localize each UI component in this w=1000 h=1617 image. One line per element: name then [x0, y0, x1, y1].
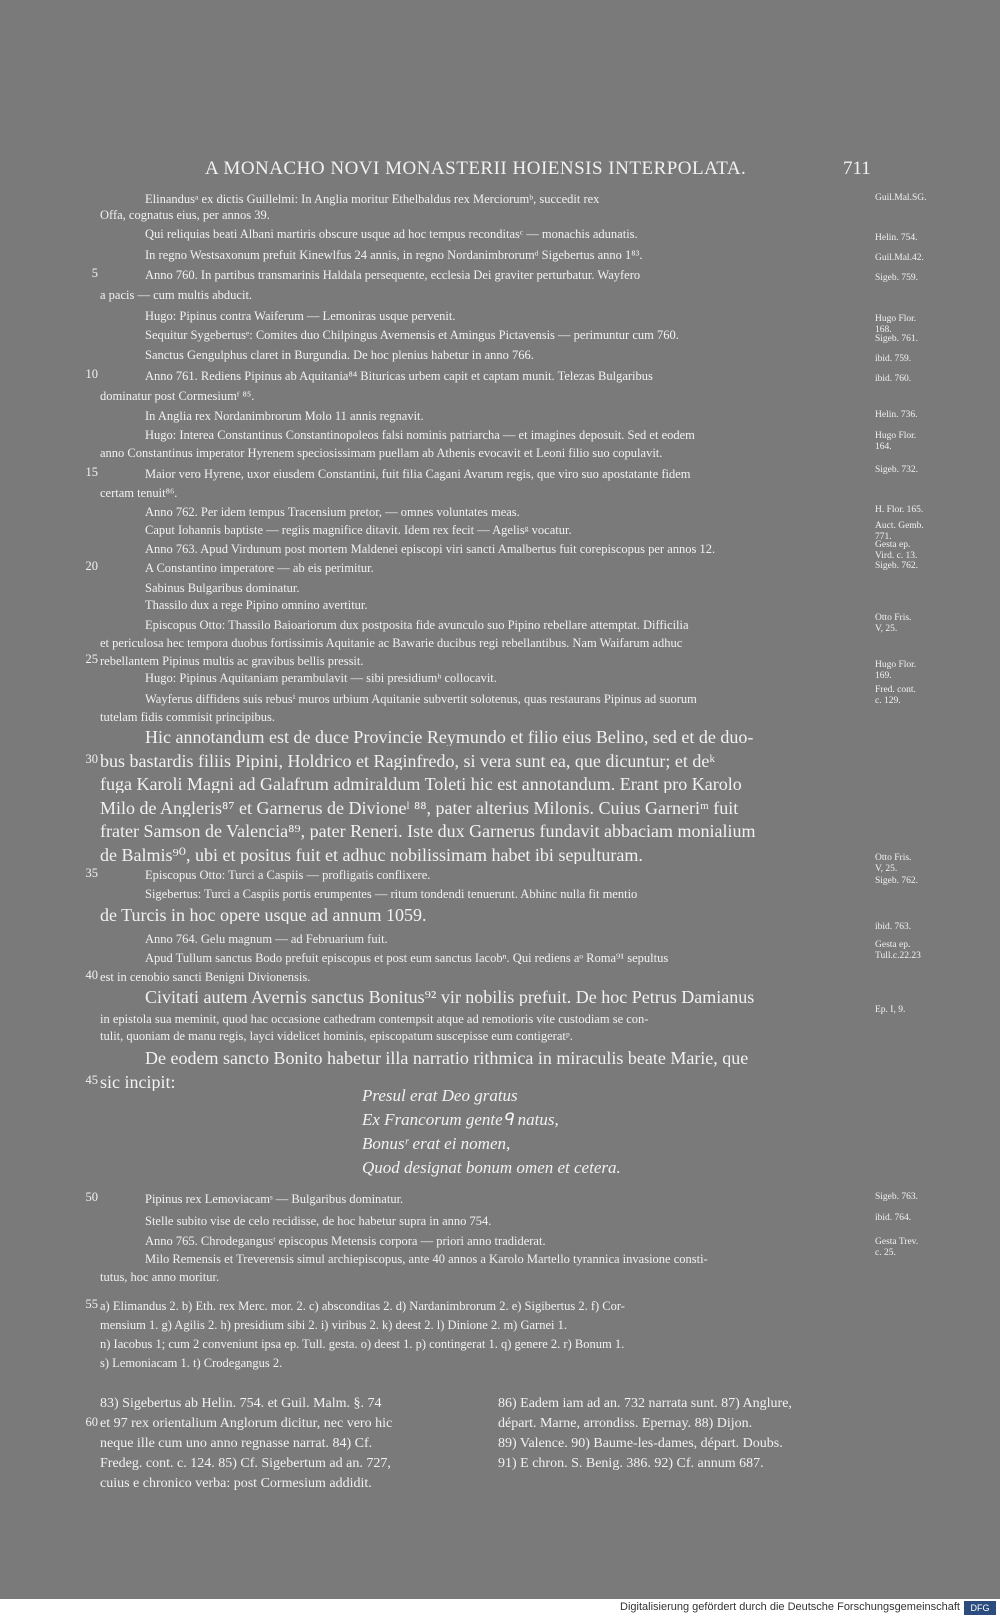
text-line: a pacis — cum multis abducit.	[100, 288, 253, 302]
margin-note: Sigeb. 762.	[875, 876, 919, 886]
line-number: 55	[85, 1297, 98, 1311]
margin-note: Gesta ep. Vird. c. 13.	[875, 540, 918, 561]
text-line: A Constantino imperatore — ab eis perimitur.	[145, 561, 374, 575]
editor-note-left: et 97 rex orientalium Anglorum dicitur, nec vero hic	[100, 1416, 393, 1431]
line-number: 30	[85, 752, 98, 766]
margin-note: Gesta ep. Tull.c.22.23	[875, 940, 921, 961]
line-number: 50	[85, 1190, 98, 1204]
text-line: Episcopus Otto: Thassilo Baioariorum dux postposita fide avunculo suo Pipino rebellare attemptat. Difficilia	[145, 618, 689, 632]
text-line: Milo Remensis et Treverensis simul archiepiscopus, ante 40 annos a Karolo Martello tyrannica invasione consti-	[145, 1252, 708, 1266]
margin-note: Auct. Gemb. 771.	[875, 521, 924, 542]
text-line: In Anglia rex Nordanimbrorum Molo 11 annis regnavit.	[145, 409, 424, 423]
text-line: Qui reliquias beati Albani martiris obscure usque ad hoc tempus reconditasᶜ — monachis adunatis.	[145, 227, 638, 241]
text-line: tulit, quoniam de manu regis, layci videlicet hominis, episcopatum suscepisse eum contigeratᵖ.	[100, 1029, 573, 1043]
margin-note: ibid. 763.	[875, 922, 912, 932]
text-line: Wayferus diffidens suis rebusⁱ muros urbium Aquitanie subvertit solotenus, quas restaurans Pipinus ad suorum	[145, 692, 697, 706]
text-line: Anno 765. Chrodegangusᵗ episcopus Metensis corpora — priori anno tradiderat.	[145, 1234, 546, 1248]
line-number: 15	[85, 465, 98, 479]
margin-note: Sigeb. 761.	[875, 334, 919, 344]
text-line: dominatur post Cormesiumᶠ ⁸⁵.	[100, 389, 255, 403]
text-line: frater Samson de Valencia⁸⁹, pater Reneri. Iste dux Garnerus fundavit abbaciam monialium	[100, 822, 756, 840]
editor-note-left: cuius e chronico verba: post Cormesium addidit.	[100, 1476, 372, 1491]
text-line: in epistola sua meminit, quod hac occasione cathedram contempsit atque ad remotioris vite custodiam se con-	[100, 1012, 649, 1026]
text-line: de Balmis⁹⁰, ubi et positus fuit et adhuc nobilissimam habet ibi sepulturam.	[100, 846, 643, 864]
text-line: bus bastardis filiis Pipini, Holdrico et Raginfredo, si vera sunt ea, que dicuntur; et deᵏ	[100, 752, 716, 770]
text-line: Episcopus Otto: Turci a Caspiis — profligatis conflixere.	[145, 868, 431, 882]
text-line: de Turcis in hoc opere usque ad annum 1059.	[100, 906, 427, 924]
margin-note: Fred. cont. c. 129.	[875, 685, 916, 706]
footnote-line: mensium 1. g) Agilis 2. h) presidium sibi 2. i) viribus 2. k) deest 2. l) Dinione 2. m) Garnei 1.	[100, 1318, 567, 1332]
text-line: Anno 763. Apud Virdunum post mortem Maldenei episcopi viri sancti Amalbertus fuit corepiscopus per annos 12.	[145, 542, 716, 556]
margin-note: Sigeb. 763.	[875, 1192, 919, 1202]
text-line: Caput Iohannis baptiste — regiis magnifice ditavit. Idem rex fecit — Agelisᵍ vocatur.	[145, 523, 572, 537]
footer-text: Digitalisierung gefördert durch die Deutsche Forschungsgemeinschaft	[620, 1601, 960, 1613]
dfg-logo: DFG	[964, 1601, 996, 1615]
editor-note-right: 91) E chron. S. Benig. 386. 92) Cf. annum 687.	[498, 1456, 764, 1471]
text-line: Milo de Angleris⁸⁷ et Garnerus de Divioneˡ ⁸⁸, pater alterius Milonis. Cuius Garneriᵐ fuit	[100, 799, 739, 817]
text-line: fuga Karoli Magni ad Galafrum admiraldum Toleti hic est annotandum. Erant pro Karolo	[100, 775, 742, 793]
margin-note: H. Flor. 165.	[875, 505, 924, 515]
poem-verse: Quod designat bonum omen et cetera.	[362, 1158, 621, 1177]
text-line: sic incipit:	[100, 1073, 176, 1091]
margin-note: Hugo Flor. 164.	[875, 431, 917, 452]
line-number: 35	[85, 866, 98, 880]
text-line: Sigebertus: Turci a Caspiis portis erumpentes — ritum tondendi tenuerunt. Abhinc nulla fit mentio	[145, 887, 638, 901]
margin-note: Otto Fris. V, 25.	[875, 613, 912, 634]
footnote-line: a) Elimandus 2. b) Eth. rex Merc. mor. 2. c) absconditas 2. d) Nardanimbrorum 2. e) Sigibertus 2. f) Cor-	[100, 1299, 625, 1313]
text-line: Thassilo dux a rege Pipino omnino avertitur.	[145, 598, 368, 612]
text-line: Offa, cognatus eius, per annos 39.	[100, 208, 270, 222]
text-line: rebellantem Pipinus multis ac gravibus bellis pressit.	[100, 654, 364, 668]
line-number: 45	[85, 1073, 98, 1087]
margin-note: Helin. 736.	[875, 410, 918, 420]
text-line: certam tenuit⁸⁶.	[100, 486, 178, 500]
editor-note-right: départ. Marne, arrondiss. Epernay. 88) Dijon.	[498, 1416, 753, 1431]
text-line: In regno Westsaxonum prefuit Kinewlfus 24 annis, in regno Nordanimbrorumᵈ Sigebertus anno 1⁸³.	[145, 248, 643, 262]
text-line: Sabinus Bulgaribus dominatur.	[145, 581, 300, 595]
text-line: Pipinus rex Lemoviacamˢ — Bulgaribus dominatur.	[145, 1192, 404, 1206]
line-number: 5	[91, 266, 98, 280]
text-line: Hic annotandum est de duce Provincie Reymundo et filio eius Belino, sed et de duo-	[145, 728, 754, 746]
line-number: 20	[85, 559, 98, 573]
margin-note: Guil.Mal.SG.	[875, 193, 927, 203]
margin-note: Sigeb. 762.	[875, 561, 919, 571]
text-line: Anno 760. In partibus transmarinis Haldala persequente, ecclesia Dei graviter perturbatur. Wayfero	[145, 268, 641, 282]
editor-note-right: 89) Valence. 90) Baume-les-dames, départ. Doubs.	[498, 1436, 783, 1451]
text-line: Hugo: Pipinus contra Waiferum — Lemoniras usque pervenit.	[145, 309, 456, 323]
text-line: Stelle subito vise de celo recidisse, de hoc habetur supra in anno 754.	[145, 1214, 492, 1228]
margin-note: Sigeb. 759.	[875, 273, 919, 283]
running-header: A MONACHO NOVI MONASTERII HOIENSIS INTERPOLATA.	[205, 158, 747, 179]
text-line: et periculosa hec tempora duobus fortissimis Aquitanie ac Bawarie ducibus regi rebellantibus. Nam Waifarum adhuc	[100, 636, 683, 650]
editor-note-left: 83) Sigebertus ab Helin. 754. et Guil. Malm. §. 74	[100, 1396, 382, 1411]
margin-note: Hugo Flor. 169.	[875, 660, 917, 681]
poem-verse: Bonusʳ erat ei nomen,	[362, 1134, 511, 1153]
text-line: Maior vero Hyrene, uxor eiusdem Constantini, fuit filia Cagani Avarum regis, que viro suo apostatante fidem	[145, 467, 691, 481]
text-line: Hugo: Pipinus Aquitaniam perambulavit — sibi presidiumʰ collocavit.	[145, 671, 497, 685]
margin-note: ibid. 764.	[875, 1213, 912, 1223]
poem-verse: Presul erat Deo gratus	[362, 1086, 518, 1105]
footnote-line: s) Lemoniacam 1. t) Crodegangus 2.	[100, 1356, 283, 1370]
text-line: anno Constantinus imperator Hyrenem speciosissimam puellam ab Athenis evocavit et Leoni filio suo copulavit.	[100, 446, 663, 460]
line-number: 10	[85, 367, 98, 381]
text-line: Sequitur Sygebertusᵉ: Comites duo Chilpingus Avernensis et Amingus Pictavensis — perimuntur cum 760.	[145, 328, 679, 342]
margin-note: ibid. 759.	[875, 354, 912, 364]
text-line: est in cenobio sancti Benigni Divionensis.	[100, 970, 311, 984]
margin-note: Sigeb. 732.	[875, 465, 919, 475]
text-line: Elinandusᵃ ex dictis Guillelmi: In Anglia moritur Ethelbaldus rex Merciorumᵇ, succedit rex	[145, 192, 600, 206]
margin-note: ibid. 760.	[875, 374, 912, 384]
text-line: tutelam fidis commisit principibus.	[100, 710, 275, 724]
text-line: Anno 762. Per idem tempus Tracensium pretor, — omnes voluntates meas.	[145, 505, 520, 519]
margin-note: Otto Fris. V, 25.	[875, 853, 912, 874]
editor-note-left: Fredeg. cont. c. 124. 85) Cf. Sigebertum ad an. 727,	[100, 1456, 391, 1471]
line-number: 60	[85, 1415, 98, 1429]
footnote-line: n) Iacobus 1; cum 2 conveniunt ipsa ep. Tull. gesta. o) deest 1. p) contingerat 1. q) genere 2. r) Bonum 1.	[100, 1337, 625, 1351]
text-line: Anno 761. Rediens Pipinus ab Aquitania⁸⁴ Bituricas urbem capit et captam munit. Telezas Bulgaribus	[145, 369, 653, 383]
page-number: 711	[843, 158, 871, 179]
text-line: tutus, hoc anno moritur.	[100, 1270, 220, 1284]
text-line: De eodem sancto Bonito habetur illa narratio rithmica in miraculis beate Marie, que	[145, 1049, 749, 1067]
editor-note-right: 86) Eadem iam ad an. 732 narrata sunt. 87) Anglure,	[498, 1396, 792, 1411]
line-number: 40	[85, 968, 98, 982]
editor-note-left: neque ille cum uno anno regnasse narrat. 84) Cf.	[100, 1436, 373, 1451]
margin-note: Hugo Flor. 168.	[875, 314, 917, 335]
digitization-footer	[0, 1599, 1000, 1617]
margin-note: Guil.Mal.42.	[875, 253, 924, 263]
text-line: Hugo: Interea Constantinus Constantinopoleos falsi nominis patriarcha — et imagines deposuit. Sed et eodem	[145, 428, 695, 442]
margin-note: Helin. 754.	[875, 233, 918, 243]
text-line: Civitati autem Avernis sanctus Bonitus⁹² vir nobilis prefuit. De hoc Petrus Damianus	[145, 988, 755, 1006]
margin-note: Ep. I, 9.	[875, 1005, 906, 1015]
line-number: 25	[85, 652, 98, 666]
poem-verse: Ex Francorum genteᑫ natus,	[362, 1110, 559, 1129]
text-line: Apud Tullum sanctus Bodo prefuit episcopus et post eum sanctus Iacobⁿ. Qui rediens aᵒ Roma⁹¹ sepultus	[145, 951, 669, 965]
text-line: Anno 764. Gelu magnum — ad Februarium fuit.	[145, 932, 388, 946]
text-line: Sanctus Gengulphus claret in Burgundia. De hoc plenius habetur in anno 766.	[145, 348, 534, 362]
margin-note: Gesta Trev. c. 25.	[875, 1237, 919, 1258]
